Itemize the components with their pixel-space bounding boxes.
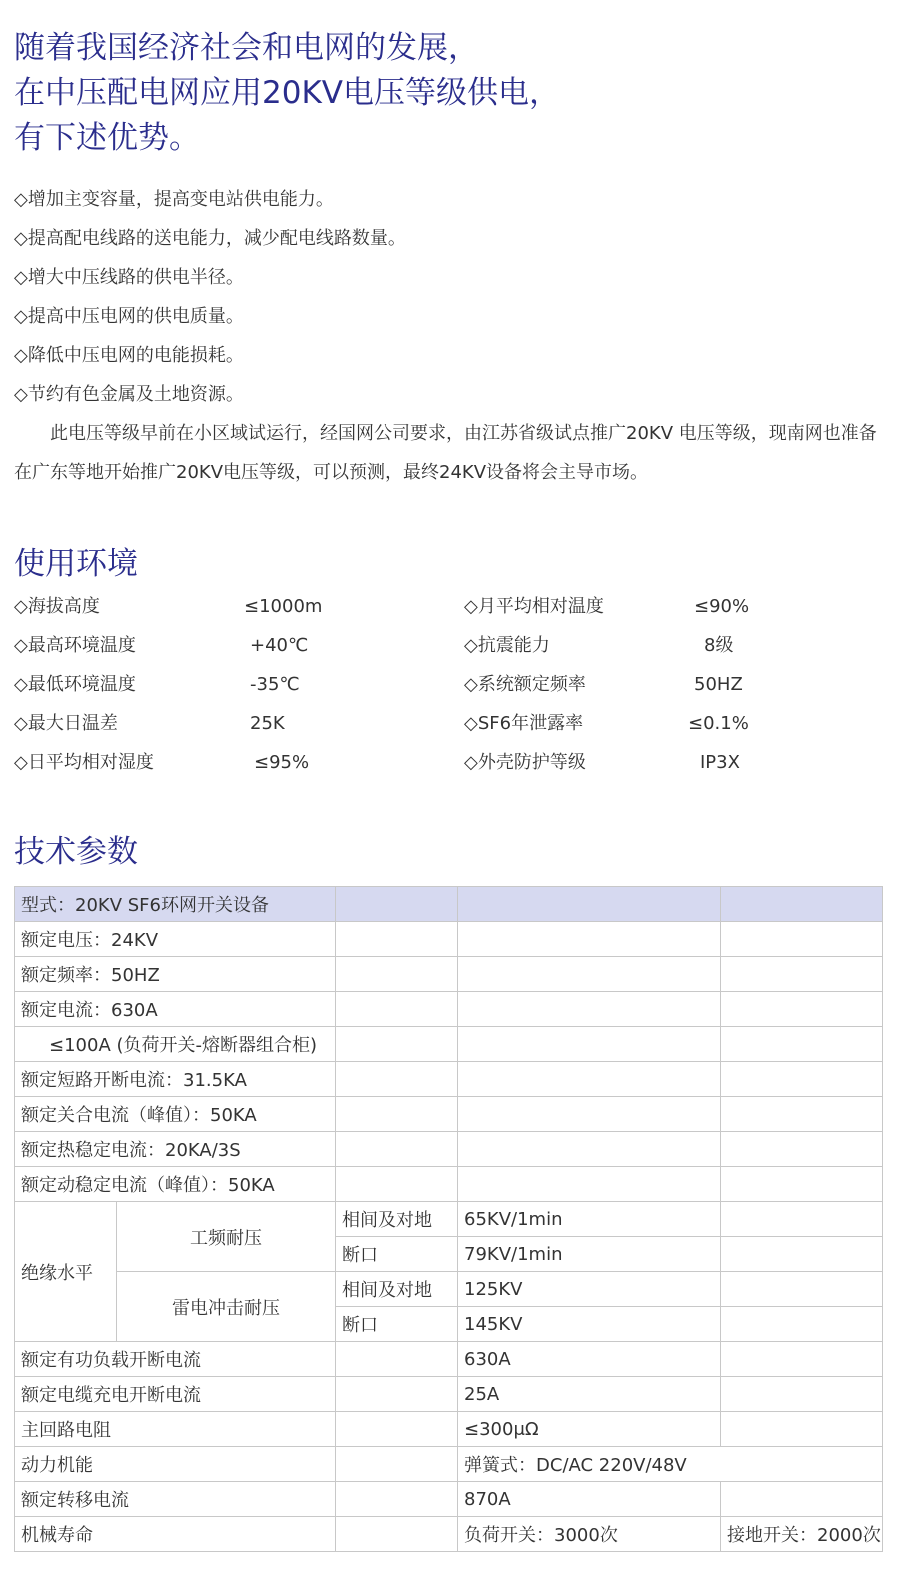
table-row	[15, 1482, 883, 1517]
table-row	[15, 992, 883, 1027]
environment-list	[14, 587, 886, 782]
environment-row	[14, 665, 886, 704]
intro-headline	[14, 26, 560, 161]
spec-value: 870A	[458, 1482, 721, 1517]
advantage-item: ◇节约有色金属及土地资源。	[14, 384, 244, 405]
table-row	[15, 1517, 883, 1552]
environment-title: 使用环境	[14, 546, 138, 582]
spec-cell: 额定电流：630A	[15, 992, 336, 1027]
spec-table	[14, 886, 883, 1552]
env-label: ◇抗震能力	[464, 635, 550, 656]
env-value: 8级	[704, 635, 734, 656]
spec-cell: 额定热稳定电流：20KA/3S	[15, 1132, 336, 1167]
advantage-item: ◇提高配电线路的送电能力，减少配电线路数量。	[14, 228, 406, 249]
advantage-item: ◇提高中压电网的供电质量。	[14, 306, 244, 327]
env-label: ◇外壳防护等级	[464, 752, 586, 773]
spec-label: 主回路电阻	[15, 1412, 336, 1447]
environment-row	[14, 587, 886, 626]
env-label: ◇最大日温差	[14, 713, 118, 734]
env-label: ◇海拔高度	[14, 596, 100, 617]
headline-line-3: 有下述优势。	[14, 120, 200, 156]
break-label: 断口	[336, 1237, 458, 1272]
spec-value: 79KV/1min	[458, 1237, 721, 1272]
spec-label: 额定有功负载开断电流	[15, 1342, 336, 1377]
spec-value: 145KV	[458, 1307, 721, 1342]
spec-cell: 额定动稳定电流（峰值）：50KA	[15, 1167, 336, 1202]
env-value: ≤0.1%	[688, 713, 749, 734]
phase-label: 相间及对地	[336, 1202, 458, 1237]
env-label: ◇月平均相对温度	[464, 596, 604, 617]
spec-label: 机械寿命	[15, 1517, 336, 1552]
break-label: 断口	[336, 1307, 458, 1342]
table-row	[15, 1097, 883, 1132]
spec-cell: 额定电压：24KV	[15, 922, 336, 957]
spec-value: 25A	[458, 1377, 721, 1412]
power-freq-label: 工频耐压	[117, 1202, 336, 1272]
spec-value: 接地开关：2000次	[721, 1517, 883, 1552]
table-row	[15, 1202, 883, 1237]
table-row	[15, 1342, 883, 1377]
advantages-list	[14, 180, 886, 492]
table-row	[15, 1167, 883, 1202]
table-row	[15, 1062, 883, 1097]
spec-cell: 额定频率：50HZ	[15, 957, 336, 992]
spec-value: 125KV	[458, 1272, 721, 1307]
spec-cell: 额定关合电流（峰值）：50KA	[15, 1097, 336, 1132]
spec-value: 负荷开关：3000次	[458, 1517, 721, 1552]
table-row	[15, 1132, 883, 1167]
env-value: ≤1000m	[244, 596, 323, 617]
insulation-label: 绝缘水平	[15, 1202, 117, 1342]
env-value: IP3X	[700, 752, 740, 773]
environment-row	[14, 626, 886, 665]
spec-value: 65KV/1min	[458, 1202, 721, 1237]
spec-value: 弹簧式：DC/AC 220V/48V	[458, 1447, 721, 1482]
env-value: 50HZ	[694, 674, 743, 695]
spec-cell: 额定短路开断电流：31.5KA	[15, 1062, 336, 1097]
env-label: ◇最高环境温度	[14, 635, 136, 656]
table-row	[15, 1027, 883, 1062]
phase-label: 相间及对地	[336, 1272, 458, 1307]
table-row	[15, 1412, 883, 1447]
advantage-item: ◇增加主变容量，提高变电站供电能力。	[14, 189, 334, 210]
env-value: ≤90%	[694, 596, 750, 617]
headline-line-1: 随着我国经济社会和电网的发展，	[14, 30, 479, 66]
spec-label: 动力机能	[15, 1447, 336, 1482]
env-label: ◇系统额定频率	[464, 674, 586, 695]
spec-label: 额定电缆充电开断电流	[15, 1377, 336, 1412]
spec-label: 额定转移电流	[15, 1482, 336, 1517]
spec-type: 型式：20KV SF6环网开关设备	[15, 887, 336, 922]
env-value: +40℃	[250, 635, 309, 656]
env-label: ◇最低环境温度	[14, 674, 136, 695]
lightning-label: 雷电冲击耐压	[117, 1272, 336, 1342]
env-value: -35℃	[250, 674, 300, 695]
spec-value: ≤300μΩ	[458, 1412, 721, 1447]
env-value: ≤95%	[254, 752, 310, 773]
table-row	[15, 1377, 883, 1412]
table-row	[15, 922, 883, 957]
environment-row	[14, 704, 886, 743]
environment-row	[14, 743, 886, 782]
advantage-item: ◇降低中压电网的电能损耗。	[14, 345, 244, 366]
table-row	[15, 957, 883, 992]
tech-title: 技术参数	[14, 834, 138, 870]
spec-cell: ≤100A (负荷开关-熔断器组合柜)	[15, 1027, 336, 1062]
env-label: ◇SF6年泄露率	[464, 713, 584, 734]
advantage-item: ◇增大中压线路的供电半径。	[14, 267, 244, 288]
table-row	[15, 1447, 883, 1482]
table-row	[15, 1272, 883, 1307]
env-value: 25K	[250, 713, 285, 734]
spec-value: 630A	[458, 1342, 721, 1377]
intro-paragraph: 此电压等级早前在小区域试运行，经国网公司要求，由江苏省级试点推广20KV 电压等级，现南网也准备在广东等地开始推广20KV电压等级，可以预测，最终24KV设备将会主导市场。	[14, 423, 877, 483]
headline-line-2: 在中压配电网应用20KV电压等级供电，	[14, 75, 560, 111]
env-label: ◇日平均相对湿度	[14, 752, 154, 773]
table-row	[15, 887, 883, 922]
